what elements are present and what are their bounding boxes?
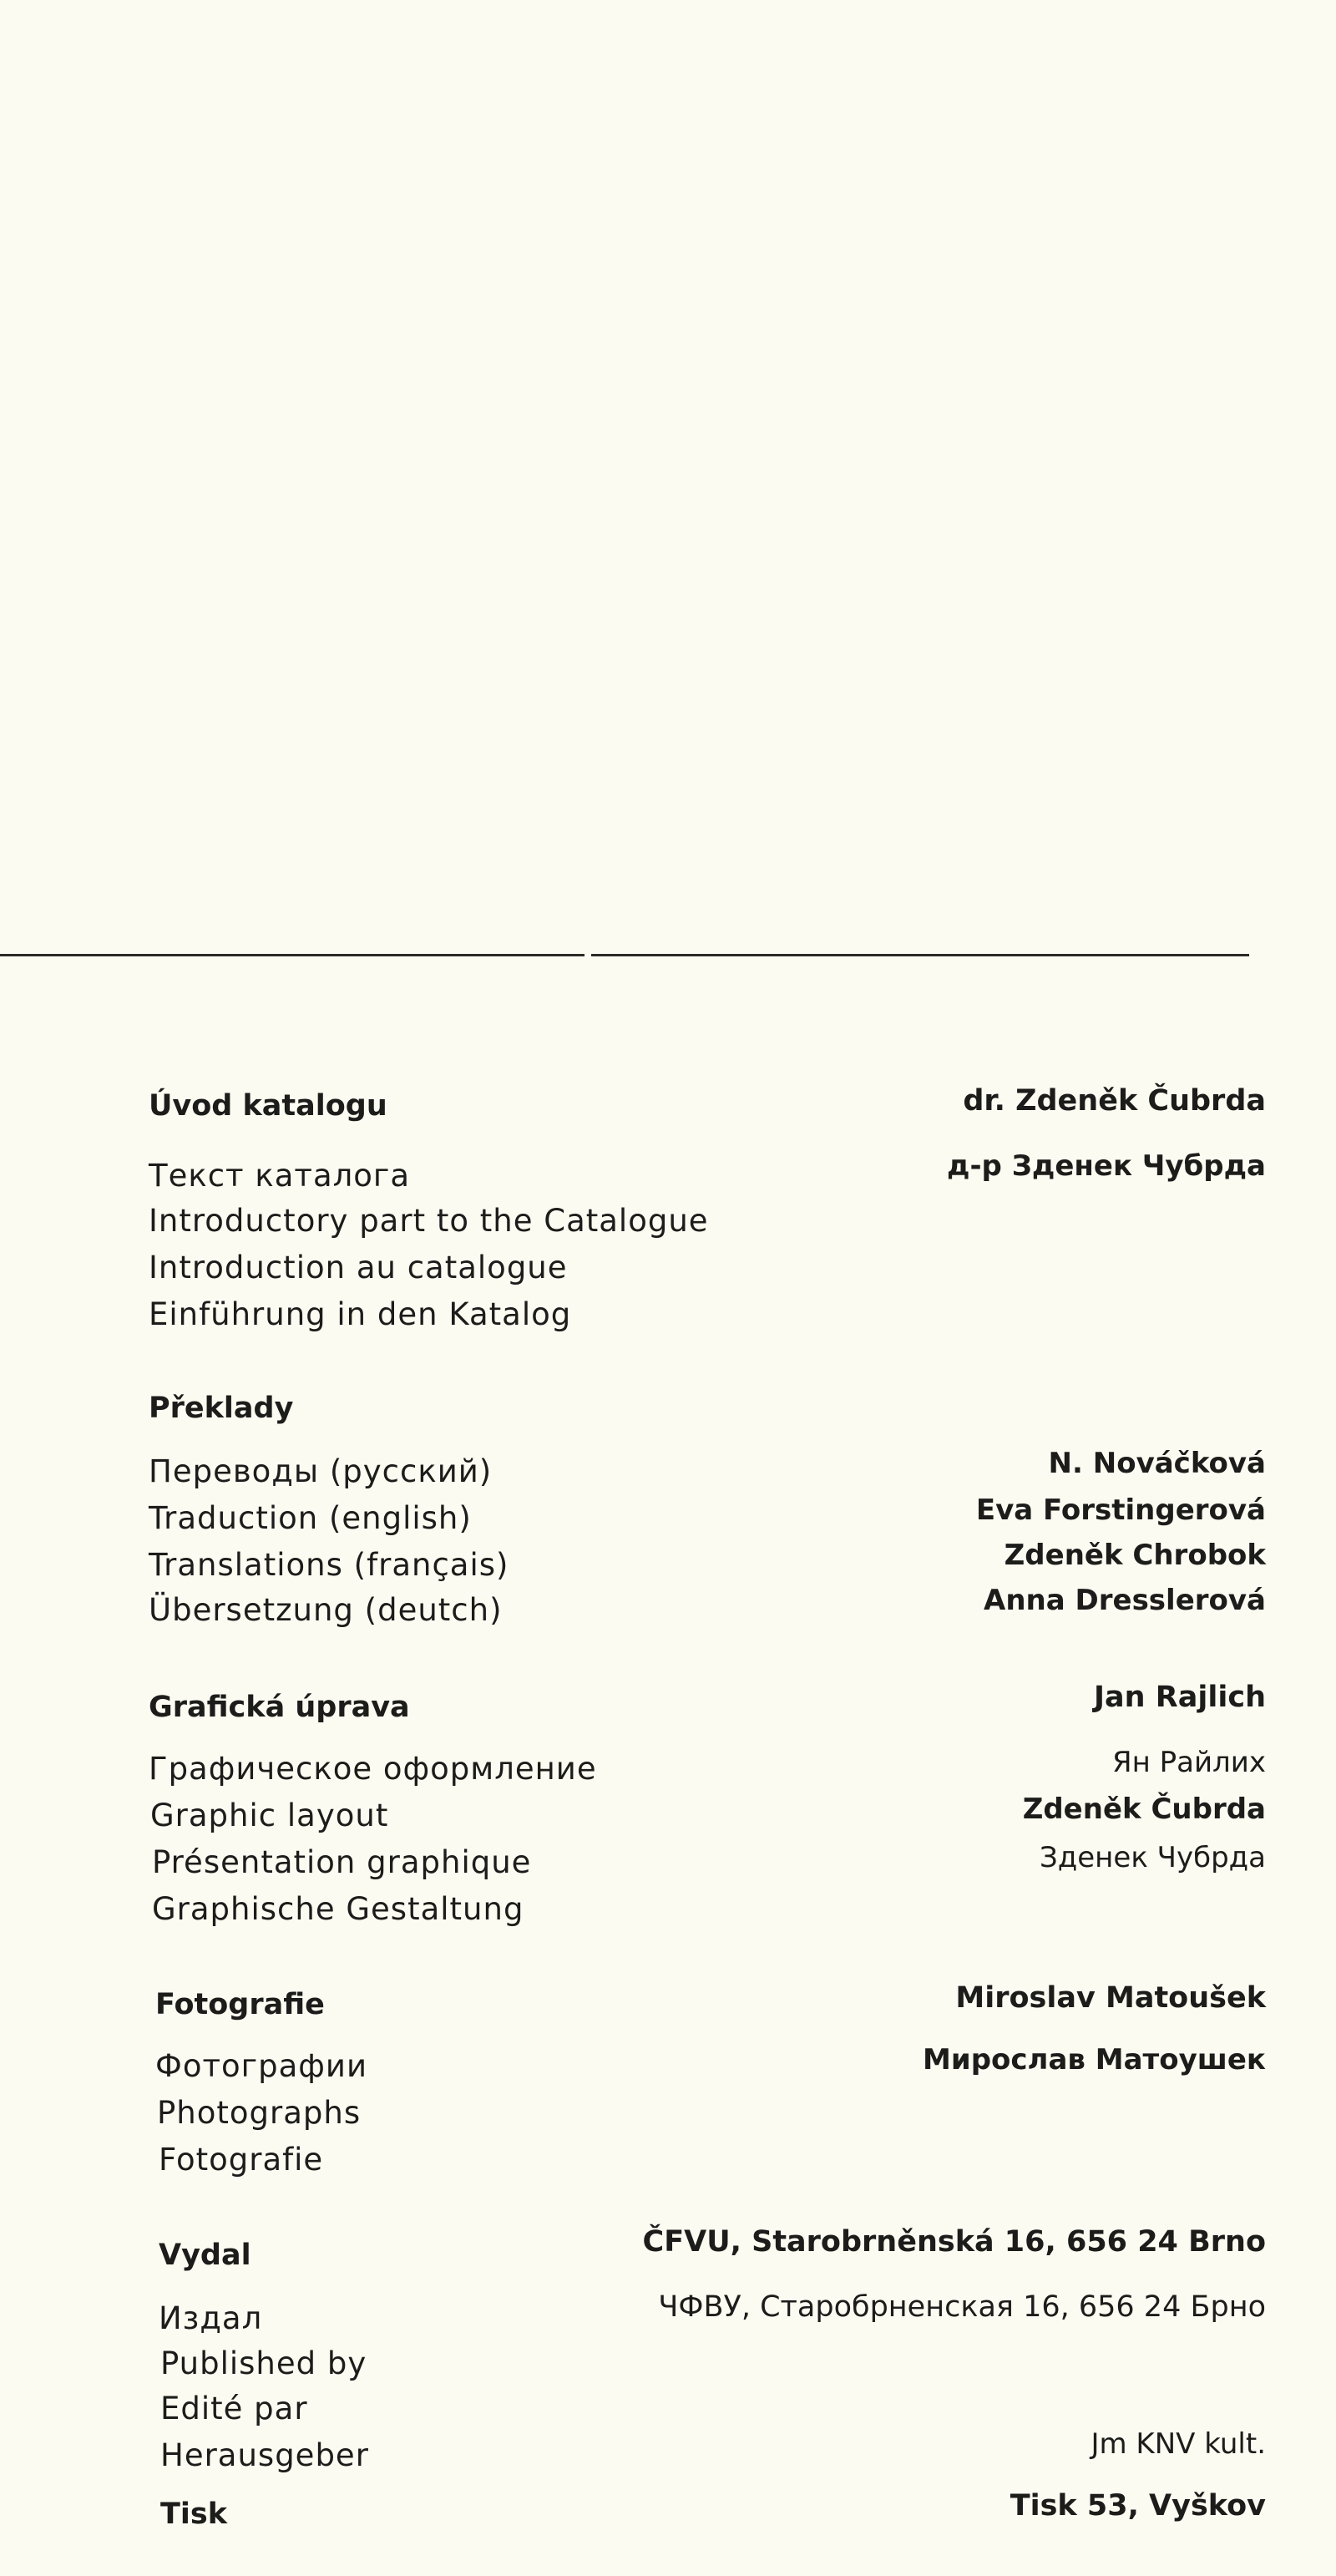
designer-name-ru: Ян Райлих <box>1111 1746 1266 1779</box>
co-designer-name: Zdeněk Čubrda <box>1022 1793 1266 1826</box>
publisher-line-fr: Edité par <box>160 2391 308 2426</box>
publisher-address: ČFVU, Starobrněnská 16, 656 24 Brno <box>642 2225 1266 2259</box>
print-heading: Tisk <box>160 2497 227 2531</box>
graphics-line-de: Graphische Gestaltung <box>152 1891 524 1927</box>
printer-authority: Jm KNV kult. <box>1091 2427 1266 2461</box>
photos-heading: Fotografie <box>155 1988 325 2021</box>
intro-line-ru: Текст каталога <box>149 1158 411 1194</box>
photographer-name: Miroslav Matoušek <box>955 1981 1266 2015</box>
graphics-line-ru: Графическое оформление <box>149 1751 597 1787</box>
intro-author-ru: д-р Зденек Чубрда <box>946 1149 1266 1183</box>
horizontal-rule-left <box>0 954 584 956</box>
graphics-line-fr: Présentation graphique <box>152 1844 532 1880</box>
photographer-name-ru: Мирослав Матоушек <box>923 2043 1266 2077</box>
horizontal-rule-right <box>591 954 1249 956</box>
printer-name: Tisk 53, Vyškov <box>1010 2489 1266 2523</box>
translations-line-de: Übersetzung (deutch) <box>149 1592 503 1628</box>
translator-en: Eva Forstingerová <box>975 1493 1266 1527</box>
translations-line-en: Traduction (english) <box>149 1500 472 1536</box>
intro-author: dr. Zdeněk Čubrda <box>963 1084 1266 1118</box>
translator-de: Anna Dresslerová <box>984 1584 1266 1617</box>
intro-line-fr: Introduction au catalogue <box>149 1250 568 1285</box>
photos-line-en: Photographs <box>157 2095 362 2131</box>
graphics-line-en: Graphic layout <box>150 1798 389 1833</box>
intro-line-en: Introductory part to the Catalogue <box>149 1203 709 1239</box>
translations-heading: Překlady <box>149 1392 294 1425</box>
designer-name: Jan Rajlich <box>1094 1681 1266 1714</box>
photos-line-ru: Фотографии <box>155 2048 368 2084</box>
translations-line-fr: Translations (français) <box>149 1547 509 1583</box>
intro-heading: Úvod katalogu <box>149 1089 387 1123</box>
co-designer-name-ru: Зденек Чубрда <box>1039 1841 1266 1874</box>
publisher-heading: Vydal <box>159 2239 251 2272</box>
publisher-line-ru: Издал <box>159 2300 263 2336</box>
translations-line-ru: Переводы (русский) <box>149 1453 493 1489</box>
intro-line-de: Einführung in den Katalog <box>149 1296 572 1332</box>
publisher-line-en: Published by <box>160 2345 367 2381</box>
publisher-address-ru: ЧФВУ, Старобрненская 16, 656 24 Брно <box>658 2290 1266 2324</box>
publisher-line-de: Herausgeber <box>160 2437 369 2473</box>
translator-ru: N. Nováčková <box>1048 1447 1266 1480</box>
photos-line-cz: Fotografie <box>159 2142 324 2178</box>
translator-fr: Zdeněk Chrobok <box>1004 1539 1266 1572</box>
graphics-heading: Grafická úprava <box>149 1691 410 1724</box>
